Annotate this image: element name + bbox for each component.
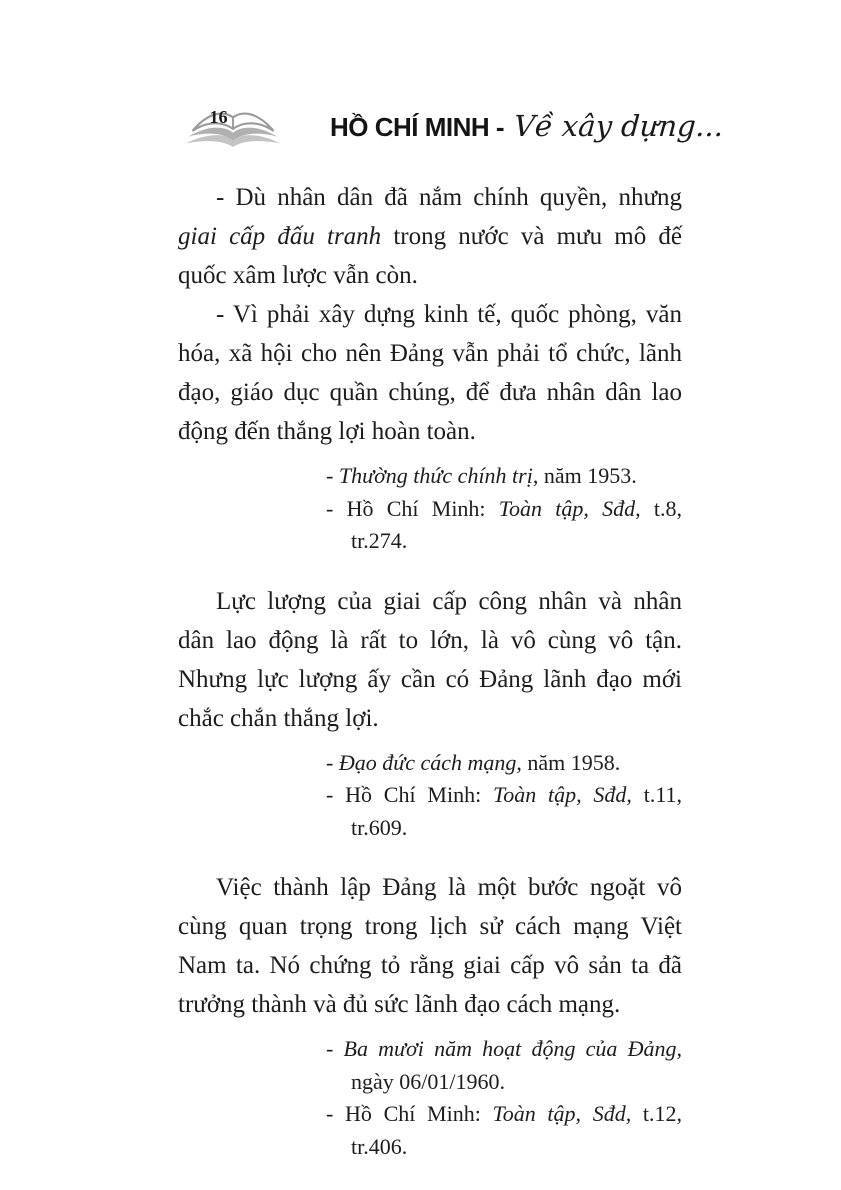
text-run: , năm 1953.	[532, 463, 637, 488]
citation-block	[326, 747, 682, 845]
text-run-italic: Đạo đức cách mạng	[338, 749, 517, 775]
citation-block	[326, 1033, 682, 1163]
text-run: -	[326, 1036, 344, 1061]
text-run-italic: Toàn tập, Sđd,	[492, 1101, 632, 1126]
text-run: Hồ Chí Minh:	[345, 1101, 493, 1126]
running-title-author: HỒ CHÍ MINH -	[330, 112, 505, 142]
citation-source	[326, 747, 682, 780]
text-run: -	[326, 749, 339, 775]
citation-source	[326, 1033, 682, 1098]
running-title-book: Về xây dựng...	[512, 109, 725, 143]
page-number: 16	[209, 107, 228, 128]
text-run: -	[326, 782, 346, 807]
citation-block	[326, 460, 682, 558]
text-run: Lực lượng của giai cấp công nhân và nhân dân lao động là rất to lớn, là vô cùng vô tận. Nhưng lực lượng ấy cần có Đảng lãnh đạo mới chắc chắn thắng lợi.	[178, 587, 682, 732]
text-run: - Dù nhân dân đã nắm chính quyền, nhưng	[216, 184, 682, 211]
text-run: -	[326, 1101, 346, 1126]
open-book-icon	[180, 100, 286, 152]
quote-paragraph	[178, 295, 682, 451]
text-run-italic: Toàn tập, Sđd,	[498, 495, 641, 521]
text-run: t.12, tr.406.	[351, 1101, 682, 1159]
text-run: Hồ Chí Minh:	[346, 495, 499, 521]
citation-source	[326, 460, 682, 493]
citation-reference	[326, 779, 682, 844]
quote-paragraph	[178, 868, 682, 1024]
text-run: , năm 1958.	[516, 749, 621, 775]
text-run: trong nước và mưu mô đế quốc xâm lược vẫn còn.	[178, 223, 682, 289]
citation-reference	[326, 1098, 682, 1163]
quote-paragraph	[178, 178, 682, 295]
text-run: ngày 06/01/1960.	[351, 1068, 505, 1094]
text-run-italic: Thường thức chính trị	[338, 463, 533, 488]
text-run: t.11, tr.609.	[351, 782, 682, 840]
page-content	[0, 154, 841, 1163]
text-run-italic: Ba mươi năm hoạt động của Đảng,	[343, 1036, 683, 1061]
text-run: - Vì phải xây dựng kinh tế, quốc phòng, văn hóa, xã hội cho nên Đảng vẫn phải tổ chức, lãnh đạo, giáo dục quần chúng, để đưa nhân dân lao động đến thắng lợi hoàn toàn.	[178, 301, 682, 445]
citation-reference	[326, 493, 682, 558]
text-run-italic: giai cấp đấu tranh	[178, 223, 382, 250]
text-run-italic: Toàn tập, Sđd,	[492, 782, 632, 807]
quote-paragraph	[178, 582, 682, 738]
text-run: -	[326, 495, 347, 521]
running-title	[330, 109, 723, 143]
text-run: t.8, tr.274.	[351, 495, 682, 553]
text-run: Việc thành lập Đảng là một bước ngoặt vô cùng quan trọng trong lịch sử cách mạng Việt Nam ta. Nó chứng tỏ rằng giai cấp vô sản ta đã trưởng thành và đủ sức lãnh đạo cách mạng.	[178, 874, 682, 1018]
text-run: Hồ Chí Minh:	[345, 782, 493, 807]
page-header	[0, 0, 841, 154]
text-run: -	[326, 463, 339, 488]
